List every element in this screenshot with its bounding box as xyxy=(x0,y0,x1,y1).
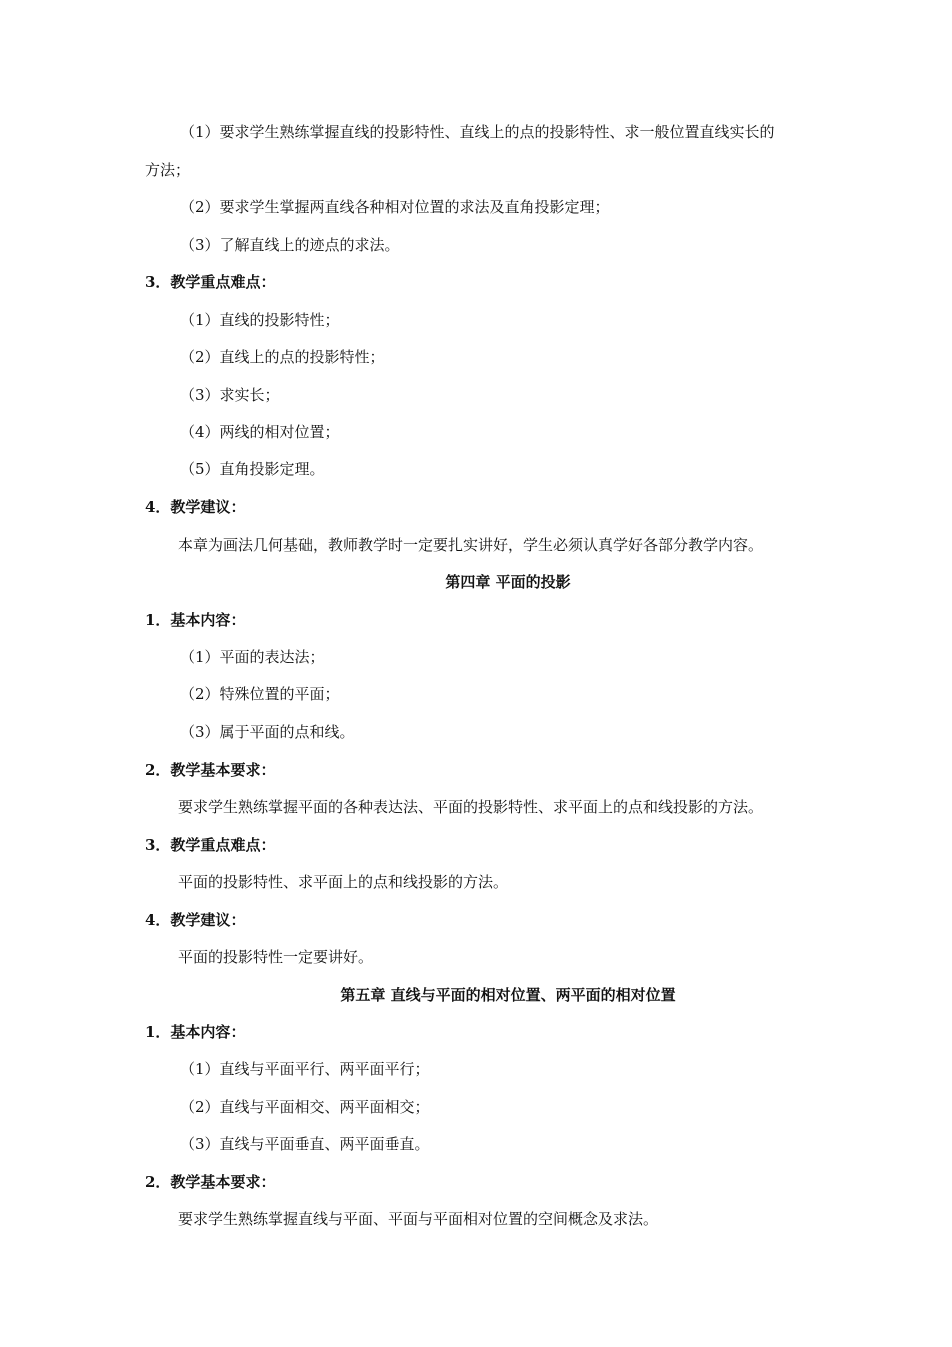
keypoint-item: （4）两线的相对位置； xyxy=(180,423,340,441)
ch4-keypoints-heading: 3．教学重点难点： xyxy=(145,836,276,854)
ch4-suggestions-text: 平面的投影特性一定要讲好。 xyxy=(178,948,374,966)
keypoint-item: （1）直线的投影特性； xyxy=(180,311,340,329)
ch5-content-item: （1）直线与平面平行、两平面平行； xyxy=(180,1060,430,1078)
ch5-content-item: （3）直线与平面垂直、两平面垂直。 xyxy=(180,1135,430,1153)
objective-item-2: （2）要求学生掌握两直线各种相对位置的求法及直角投影定理； xyxy=(180,198,610,216)
keypoint-item: （3）求实长； xyxy=(180,386,280,404)
chapter-4-title: 第四章 平面的投影 xyxy=(445,573,571,591)
ch4-keypoints-text: 平面的投影特性、求平面上的点和线投影的方法。 xyxy=(178,873,509,891)
objective-item-1: （1）要求学生熟练掌握直线的投影特性、直线上的点的投影特性、求一般位置直线实长的 xyxy=(180,123,775,141)
suggestions-text: 本章为画法几何基础，教师教学时一定要扎实讲好，学生必须认真学好各部分教学内容。 xyxy=(178,536,764,554)
keypoint-item: （2）直线上的点的投影特性； xyxy=(180,348,385,366)
ch5-requirements-text: 要求学生熟练掌握直线与平面、平面与平面相对位置的空间概念及求法。 xyxy=(178,1210,659,1228)
ch4-content-item: （1）平面的表达法； xyxy=(180,648,325,666)
keypoints-heading: 3．教学重点难点： xyxy=(145,273,276,291)
suggestions-heading: 4．教学建议： xyxy=(145,498,246,516)
objective-item-1-continuation: 方法； xyxy=(145,161,191,179)
ch4-requirements-heading: 2．教学基本要求： xyxy=(145,761,276,779)
ch4-content-item: （2）特殊位置的平面； xyxy=(180,685,340,703)
ch4-suggestions-heading: 4．教学建议： xyxy=(145,911,246,929)
ch4-content-heading: 1．基本内容： xyxy=(145,611,246,629)
ch4-requirements-text: 要求学生熟练掌握平面的各种表达法、平面的投影特性、求平面上的点和线投影的方法。 xyxy=(178,798,764,816)
objective-item-3: （3）了解直线上的迹点的求法。 xyxy=(180,236,400,254)
chapter-5-title: 第五章 直线与平面的相对位置、两平面的相对位置 xyxy=(340,986,676,1004)
keypoint-item: （5）直角投影定理。 xyxy=(180,460,325,478)
ch5-content-item: （2）直线与平面相交、两平面相交； xyxy=(180,1098,430,1116)
ch4-content-item: （3）属于平面的点和线。 xyxy=(180,723,355,741)
ch5-requirements-heading: 2．教学基本要求： xyxy=(145,1173,276,1191)
ch5-content-heading: 1．基本内容： xyxy=(145,1023,246,1041)
